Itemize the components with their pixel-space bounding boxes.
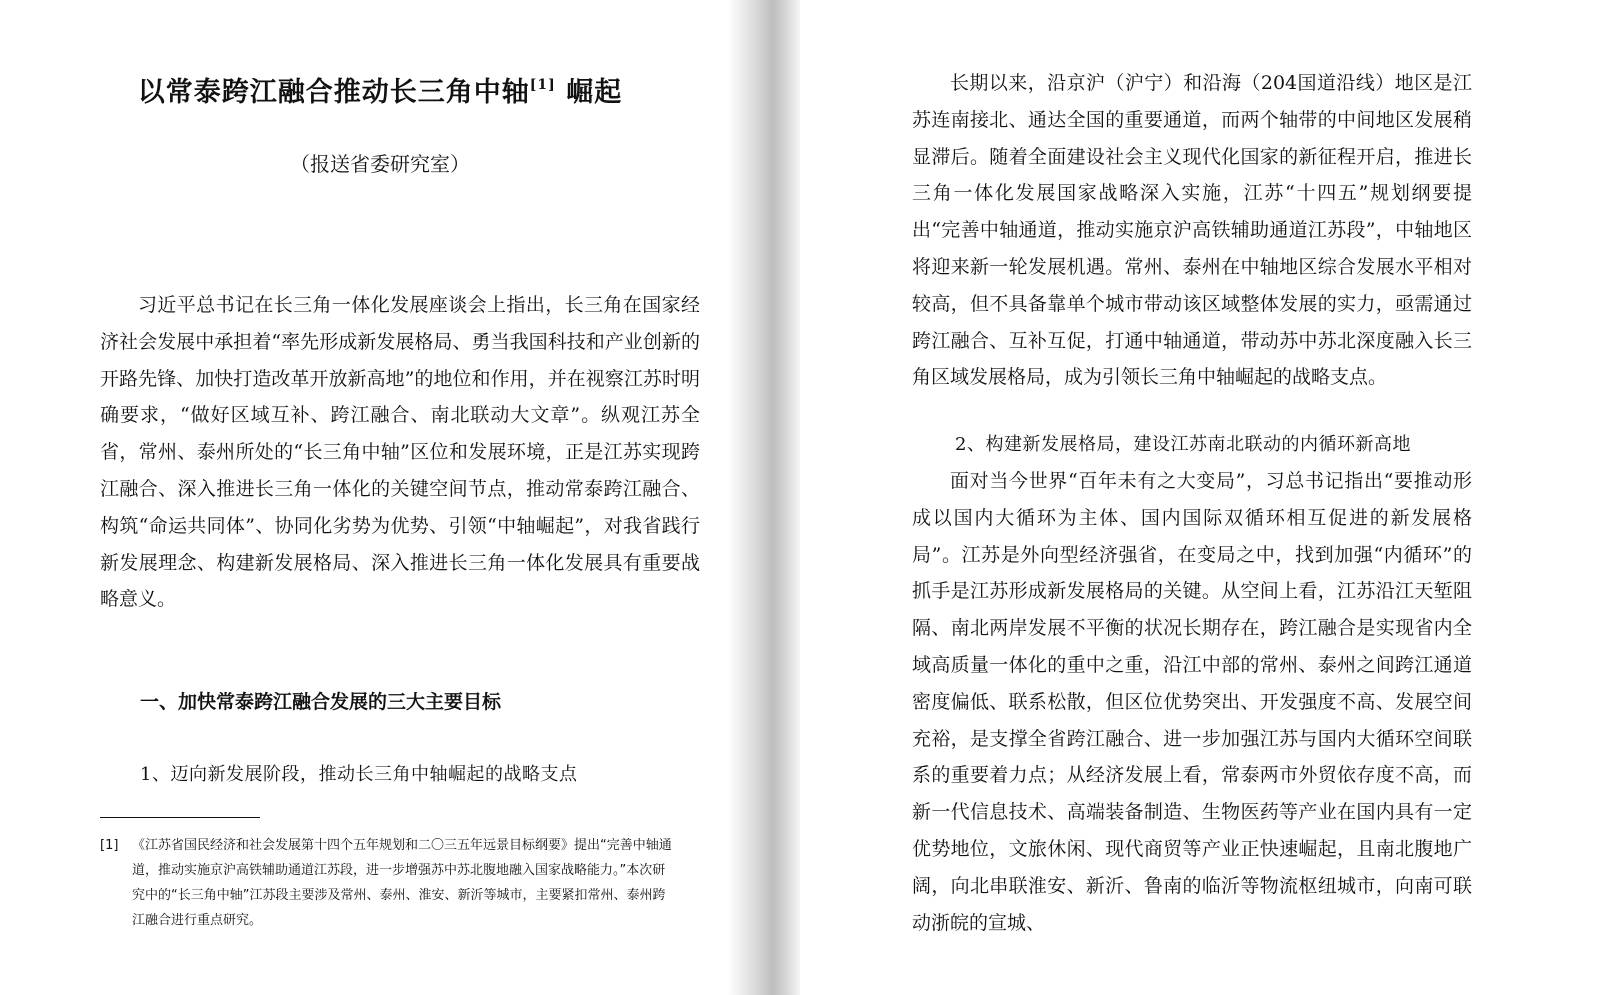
footnote-text: 《江苏省国民经济和社会发展第十四个五年规划和二〇三五年远景目标纲要》提出“完善中轴通道，推动实施京沪高铁辅助通道江苏段，进一步增强苏中苏北腹地融入国家战略能力。”本次研究中的“长三角中轴”江苏段主要涉及常州、泰州、淮安、新沂等城市，主要紧扣常州、泰州跨江融合进行重点研究。	[132, 838, 672, 928]
document-subtitle: （报送省委研究室）	[290, 152, 470, 176]
sub-heading-1: 1、迈向新发展阶段，推动长三角中轴崛起的战略支点	[140, 764, 578, 785]
document-title	[0, 70, 728, 109]
title-text: 以常泰跨江融合推动长三角中轴	[137, 77, 530, 108]
section-heading: 一、加快常泰跨江融合发展的三大主要目标	[140, 691, 502, 713]
right-paragraph-2: 面对当今世界“百年未有之大变局”，习总书记指出“要推动形成以国内大循环为主体、国内国际双循环相互促进的新发展格局”。江苏是外向型经济强省，在变局之中，找到加强“内循环”的抓手是江苏形成新发展格局的关键。从空间上看，江苏沿江天堑阻隔、南北两岸发展不平衡的状况长期存在，跨江融合是实现省内全域高质量一体化的重中之重，沿江中部的常州、泰州之间跨江通道密度偏低、联系松散，但区位优势突出、开发强度不高、发展空间充裕，是支撑全省跨江融合、进一步加强江苏与国内大循环空间联系的重要着力点；从经济发展上看，常泰两市外贸依存度不高，而新一代信息技术、高端装备制造、生物医药等产业在国内具有一定优势地位，文旅休闲、现代商贸等产业正快速崛起，且南北腹地广阔，向北串联淮安、新沂、鲁南的临沂等物流枢纽城市，向南可联动浙皖的宣城、	[912, 470, 1472, 934]
right-paragraph-1: 长期以来，沿京沪（沪宁）和沿海（204国道沿线）地区是江苏连南接北、通达全国的重要通道，而两个轴带的中间地区发展稍显滞后。随着全面建设社会主义现代化国家的新征程开启，推进长三角一体化发展国家战略深入实施，江苏“十四五”规划纲要提出“完善中轴通道，推动实施京沪高铁辅助通道江苏段”，中轴地区将迎来新一轮发展机遇。常州、泰州在中轴地区综合发展水平相对较高，但不具备靠单个城市带动该区域整体发展的实力，亟需通过跨江融合、互补互促，打通中轴通道，带动苏中苏北深度融入长三角区域发展格局，成为引领长三角中轴崛起的战略支点。	[912, 72, 1472, 389]
left-page	[0, 0, 728, 995]
right-page	[800, 0, 1600, 995]
sub-heading-2: 2、构建新发展格局，建设江苏南北联动的内循环新高地	[955, 434, 1411, 455]
book-gutter	[728, 0, 800, 995]
intro-paragraph: 习近平总书记在长三角一体化发展座谈会上指出，长三角在国家经济社会发展中承担着“率先形成新发展格局、勇当我国科技和产业创新的开路先锋、加快打造改革开放新高地”的地位和作用，并在视察江苏时明确要求，“做好区域互补、跨江融合、南北联动大文章”。纵观江苏全省，常州、泰州所处的“长三角中轴”区位和发展环境，正是江苏实现跨江融合、深入推进长三角一体化的关键空间节点，推动常泰跨江融合、构筑“命运共同体”、协同化劣势为优势、引领“中轴崛起”，对我省践行新发展理念、构建新发展格局、深入推进长三角一体化发展具有重要战略意义。	[100, 294, 700, 611]
title-footnote-ref[interactable]: [1]	[529, 77, 556, 93]
title-text-end: 崛起	[566, 77, 623, 108]
footnote-marker: [1]	[100, 838, 119, 853]
footnote-divider	[100, 817, 260, 818]
